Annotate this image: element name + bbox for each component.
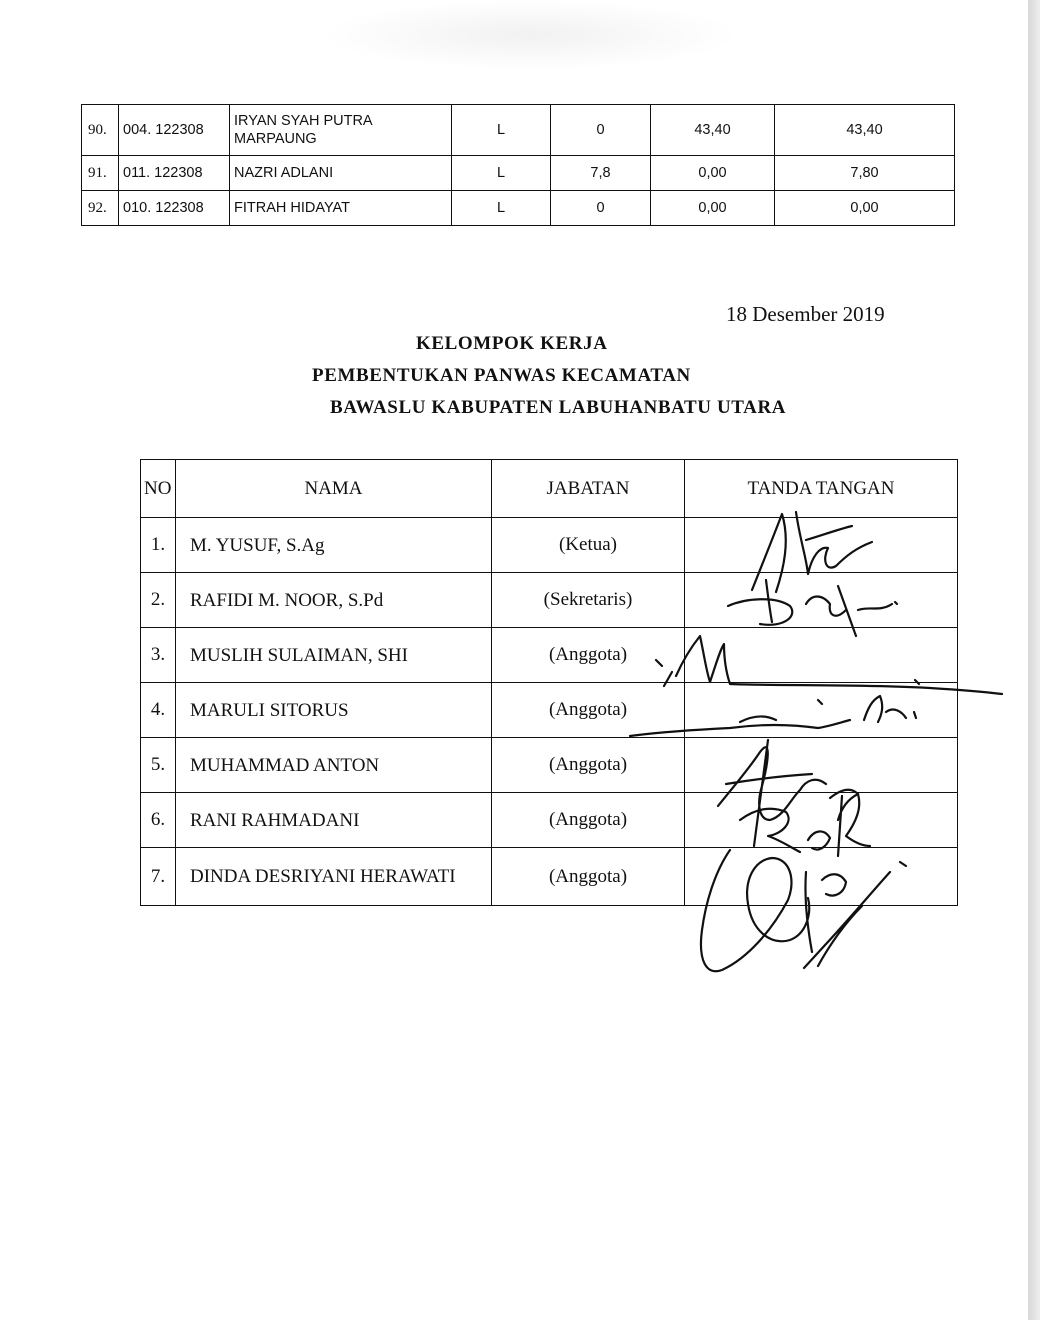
row-number: 90. [82, 105, 119, 156]
signature-cell [685, 573, 958, 628]
member-number: 3. [141, 628, 176, 683]
member-position: (Anggota) [492, 793, 685, 848]
member-name: MUSLIH SULAIMAN, SHI [176, 628, 492, 683]
row-score-a: 0 [551, 105, 651, 156]
member-name: MUHAMMAD ANTON [176, 738, 492, 793]
table-row [141, 573, 958, 628]
page-edge-shadow [1028, 0, 1040, 1320]
signature-cell [685, 793, 958, 848]
heading-line-3: BAWASLU KABUPATEN LABUHANBATU UTARA [330, 397, 787, 418]
row-name: FITRAH HIDAYAT [230, 191, 452, 226]
table-row [82, 156, 955, 191]
row-code: 010. 122308 [119, 191, 230, 226]
header-no: NO [141, 460, 176, 518]
row-name: NAZRI ADLANI [230, 156, 452, 191]
member-position: (Anggota) [492, 628, 685, 683]
row-total: 7,80 [775, 156, 955, 191]
row-score-b: 0,00 [651, 191, 775, 226]
member-position: (Anggota) [492, 683, 685, 738]
member-position: (Sekretaris) [492, 573, 685, 628]
member-number: 6. [141, 793, 176, 848]
member-name: RAFIDI M. NOOR, S.Pd [176, 573, 492, 628]
table-row [141, 628, 958, 683]
table-row [141, 683, 958, 738]
member-number: 4. [141, 683, 176, 738]
member-number: 2. [141, 573, 176, 628]
row-code: 004. 122308 [119, 105, 230, 156]
member-position: (Ketua) [492, 518, 685, 573]
heading-line-1: KELOMPOK KERJA [416, 333, 608, 354]
member-number: 7. [141, 848, 176, 906]
row-total: 43,40 [775, 105, 955, 156]
member-name: DINDA DESRIYANI HERAWATI [176, 848, 492, 906]
row-gender: L [452, 156, 551, 191]
signature-cell [685, 848, 958, 906]
row-score-b: 0,00 [651, 156, 775, 191]
table-row [141, 793, 958, 848]
row-score-b: 43,40 [651, 105, 775, 156]
row-score-a: 0 [551, 191, 651, 226]
table-row [82, 191, 955, 226]
member-number: 1. [141, 518, 176, 573]
row-number: 92. [82, 191, 119, 226]
header-name: NAMA [176, 460, 492, 518]
table-row [82, 105, 955, 156]
results-table [81, 104, 955, 226]
row-number: 91. [82, 156, 119, 191]
row-total: 0,00 [775, 191, 955, 226]
table-row [141, 738, 958, 793]
header-position: JABATAN [492, 460, 685, 518]
row-score-a: 7,8 [551, 156, 651, 191]
member-position: (Anggota) [492, 848, 685, 906]
row-code: 011. 122308 [119, 156, 230, 191]
row-gender: L [452, 191, 551, 226]
table-row [141, 848, 958, 906]
scan-smudge [320, 0, 740, 70]
committee-table [140, 459, 958, 906]
row-gender: L [452, 105, 551, 156]
member-name: M. YUSUF, S.Ag [176, 518, 492, 573]
member-position: (Anggota) [492, 738, 685, 793]
signature-cell [685, 683, 958, 738]
signature-cell [685, 518, 958, 573]
member-name: MARULI SITORUS [176, 683, 492, 738]
row-name: IRYAN SYAH PUTRA MARPAUNG [230, 105, 452, 156]
document-date: 18 Desember 2019 [726, 302, 885, 326]
header-signature: TANDA TANGAN [685, 460, 958, 518]
heading-line-2: PEMBENTUKAN PANWAS KECAMATAN [312, 365, 691, 386]
signature-cell [685, 738, 958, 793]
committee-header-row [141, 460, 958, 518]
member-name: RANI RAHMADANI [176, 793, 492, 848]
table-row [141, 518, 958, 573]
member-number: 5. [141, 738, 176, 793]
signature-cell [685, 628, 958, 683]
